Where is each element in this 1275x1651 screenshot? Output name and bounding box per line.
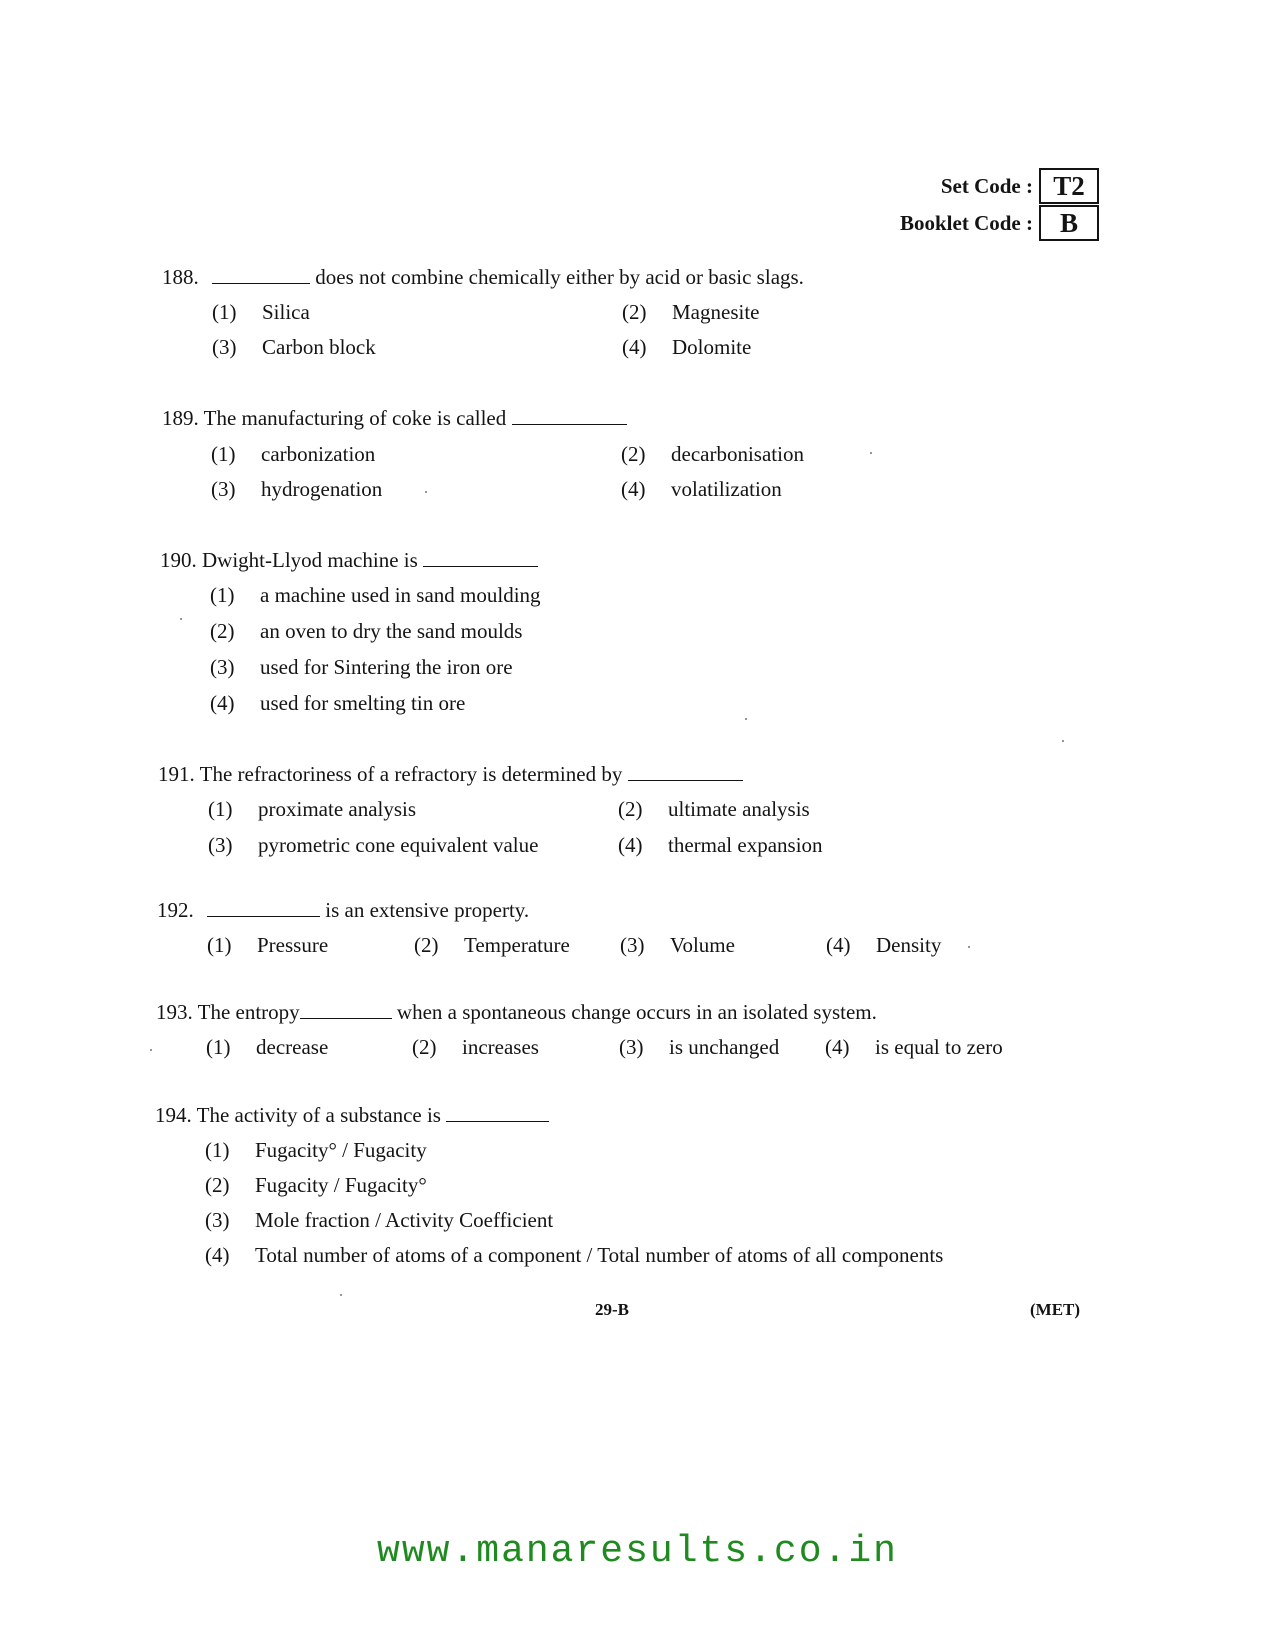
option	[205, 1138, 427, 1163]
option	[211, 442, 375, 467]
scan-speck	[1062, 740, 1064, 742]
option-number: (3)	[211, 477, 236, 501]
option-text: used for Sintering the iron ore	[260, 655, 513, 679]
option-text: decrease	[256, 1035, 329, 1059]
option-text: Silica	[262, 300, 310, 324]
question-194	[155, 1103, 549, 1128]
option	[618, 833, 823, 858]
option	[210, 583, 541, 608]
option-number: (3)	[210, 655, 235, 679]
option	[826, 933, 941, 958]
set-code-box: T2	[1039, 168, 1099, 204]
option-number: (2)	[622, 300, 647, 324]
scan-speck	[425, 491, 427, 493]
option	[621, 477, 782, 502]
option	[207, 933, 328, 958]
option-text: an oven to dry the sand moulds	[260, 619, 523, 643]
answer-blank	[512, 406, 627, 425]
option-text: carbonization	[261, 442, 376, 466]
booklet-code-row	[900, 205, 1099, 241]
option-text: Carbon block	[262, 335, 376, 359]
answer-blank	[446, 1103, 549, 1122]
question-number: 193.	[156, 1000, 193, 1024]
answer-blank	[212, 265, 310, 284]
option-text: Magnesite	[672, 300, 760, 324]
question-number: 190.	[160, 548, 197, 572]
option-number: (3)	[205, 1208, 230, 1232]
option-text: Dolomite	[672, 335, 752, 359]
scan-speck	[870, 452, 872, 454]
option	[212, 335, 376, 360]
question-text: The activity of a substance is	[196, 1103, 441, 1127]
option-text: Total number of atoms of a component / Total number of atoms of all components	[255, 1243, 944, 1267]
option-number: (2)	[414, 933, 439, 957]
option-number: (2)	[210, 619, 235, 643]
question-number: 194.	[155, 1103, 192, 1127]
scan-speck	[340, 1294, 342, 1296]
option-number: (1)	[212, 300, 237, 324]
option-number: (4)	[622, 335, 647, 359]
option	[208, 833, 538, 858]
option	[619, 1035, 779, 1060]
question-text: does not combine chemically either by acid or basic slags.	[315, 265, 804, 289]
question-number: 191.	[158, 762, 195, 786]
question-193	[156, 1000, 877, 1025]
option	[205, 1208, 553, 1233]
option-number: (1)	[211, 442, 236, 466]
set-code-label: Set Code :	[940, 173, 1033, 198]
booklet-code-box: B	[1039, 205, 1099, 241]
question-text: The manufacturing of coke is called	[203, 406, 507, 430]
option	[210, 619, 522, 644]
option	[825, 1035, 1003, 1060]
option-number: (3)	[619, 1035, 644, 1059]
option-number: (2)	[618, 797, 643, 821]
question-text: Dwight-Llyod machine is	[202, 548, 418, 572]
option-text: a machine used in sand moulding	[260, 583, 541, 607]
option	[212, 300, 310, 325]
option-number: (1)	[205, 1138, 230, 1162]
option-text: hydrogenation	[261, 477, 383, 501]
option	[412, 1035, 539, 1060]
option-text: is equal to zero	[875, 1035, 1003, 1059]
question-number: 189.	[162, 406, 199, 430]
option-number: (2)	[412, 1035, 437, 1059]
option	[621, 442, 804, 467]
question-189	[162, 406, 627, 431]
option-number: (4)	[826, 933, 851, 957]
option-text: volatilization	[671, 477, 782, 501]
booklet-code-label: Booklet Code :	[900, 210, 1033, 235]
option-text: Pressure	[257, 933, 329, 957]
option	[622, 335, 751, 360]
question-190	[160, 548, 538, 573]
option	[208, 797, 416, 822]
option-text: Density	[876, 933, 942, 957]
option-number: (2)	[621, 442, 646, 466]
question-191	[158, 762, 743, 787]
option-number: (3)	[208, 833, 233, 857]
answer-blank	[207, 898, 320, 917]
option-text: Temperature	[464, 933, 570, 957]
question-number: 188.	[162, 265, 199, 289]
option-number: (1)	[207, 933, 232, 957]
question-192	[157, 898, 529, 923]
option-text: pyrometric cone equivalent value	[258, 833, 539, 857]
option-text: increases	[462, 1035, 539, 1059]
answer-blank	[300, 1000, 392, 1019]
set-code-row	[941, 168, 1099, 204]
option-number: (4)	[825, 1035, 850, 1059]
answer-blank	[628, 762, 743, 781]
option	[205, 1243, 943, 1268]
option-number: (3)	[212, 335, 237, 359]
option-text: used for smelting tin ore	[260, 691, 466, 715]
option	[622, 300, 759, 325]
option-text: Volume	[670, 933, 735, 957]
answer-blank	[423, 548, 538, 567]
option	[620, 933, 735, 958]
page-code: 29-B	[595, 1300, 629, 1319]
watermark-url: www.manaresults.co.in	[377, 1530, 898, 1573]
option	[205, 1173, 427, 1198]
option	[210, 691, 465, 716]
option-number: (2)	[205, 1173, 230, 1197]
option-text: Fugacity / Fugacity°	[255, 1173, 427, 1197]
question-number: 192.	[157, 898, 194, 922]
option-number: (4)	[618, 833, 643, 857]
option-number: (3)	[620, 933, 645, 957]
option	[211, 477, 382, 502]
option-number: (1)	[210, 583, 235, 607]
scan-speck	[968, 946, 970, 948]
subject-code: (MET)	[1030, 1300, 1081, 1319]
question-text: The refractoriness of a refractory is determined by	[199, 762, 623, 786]
question-text: is an extensive property.	[325, 898, 530, 922]
scan-speck	[180, 618, 182, 620]
option-text: is unchanged	[669, 1035, 780, 1059]
option	[206, 1035, 328, 1060]
option-number: (4)	[210, 691, 235, 715]
option-text: decarbonisation	[671, 442, 804, 466]
option-number: (4)	[205, 1243, 230, 1267]
scan-speck	[150, 1049, 152, 1051]
scan-speck	[745, 718, 747, 720]
question-188	[162, 265, 804, 290]
question-text-before: The entropy	[197, 1000, 300, 1024]
option-text: proximate analysis	[258, 797, 417, 821]
option-number: (1)	[206, 1035, 231, 1059]
question-text-after: when a spontaneous change occurs in an isolated system.	[396, 1000, 877, 1024]
option-text: ultimate analysis	[668, 797, 810, 821]
option	[414, 933, 570, 958]
option-number: (1)	[208, 797, 233, 821]
option-text: thermal expansion	[668, 833, 823, 857]
option-text: Fugacity° / Fugacity	[255, 1138, 427, 1162]
option	[210, 655, 513, 680]
option-number: (4)	[621, 477, 646, 501]
option-text: Mole fraction / Activity Coefficient	[255, 1208, 554, 1232]
option	[618, 797, 810, 822]
